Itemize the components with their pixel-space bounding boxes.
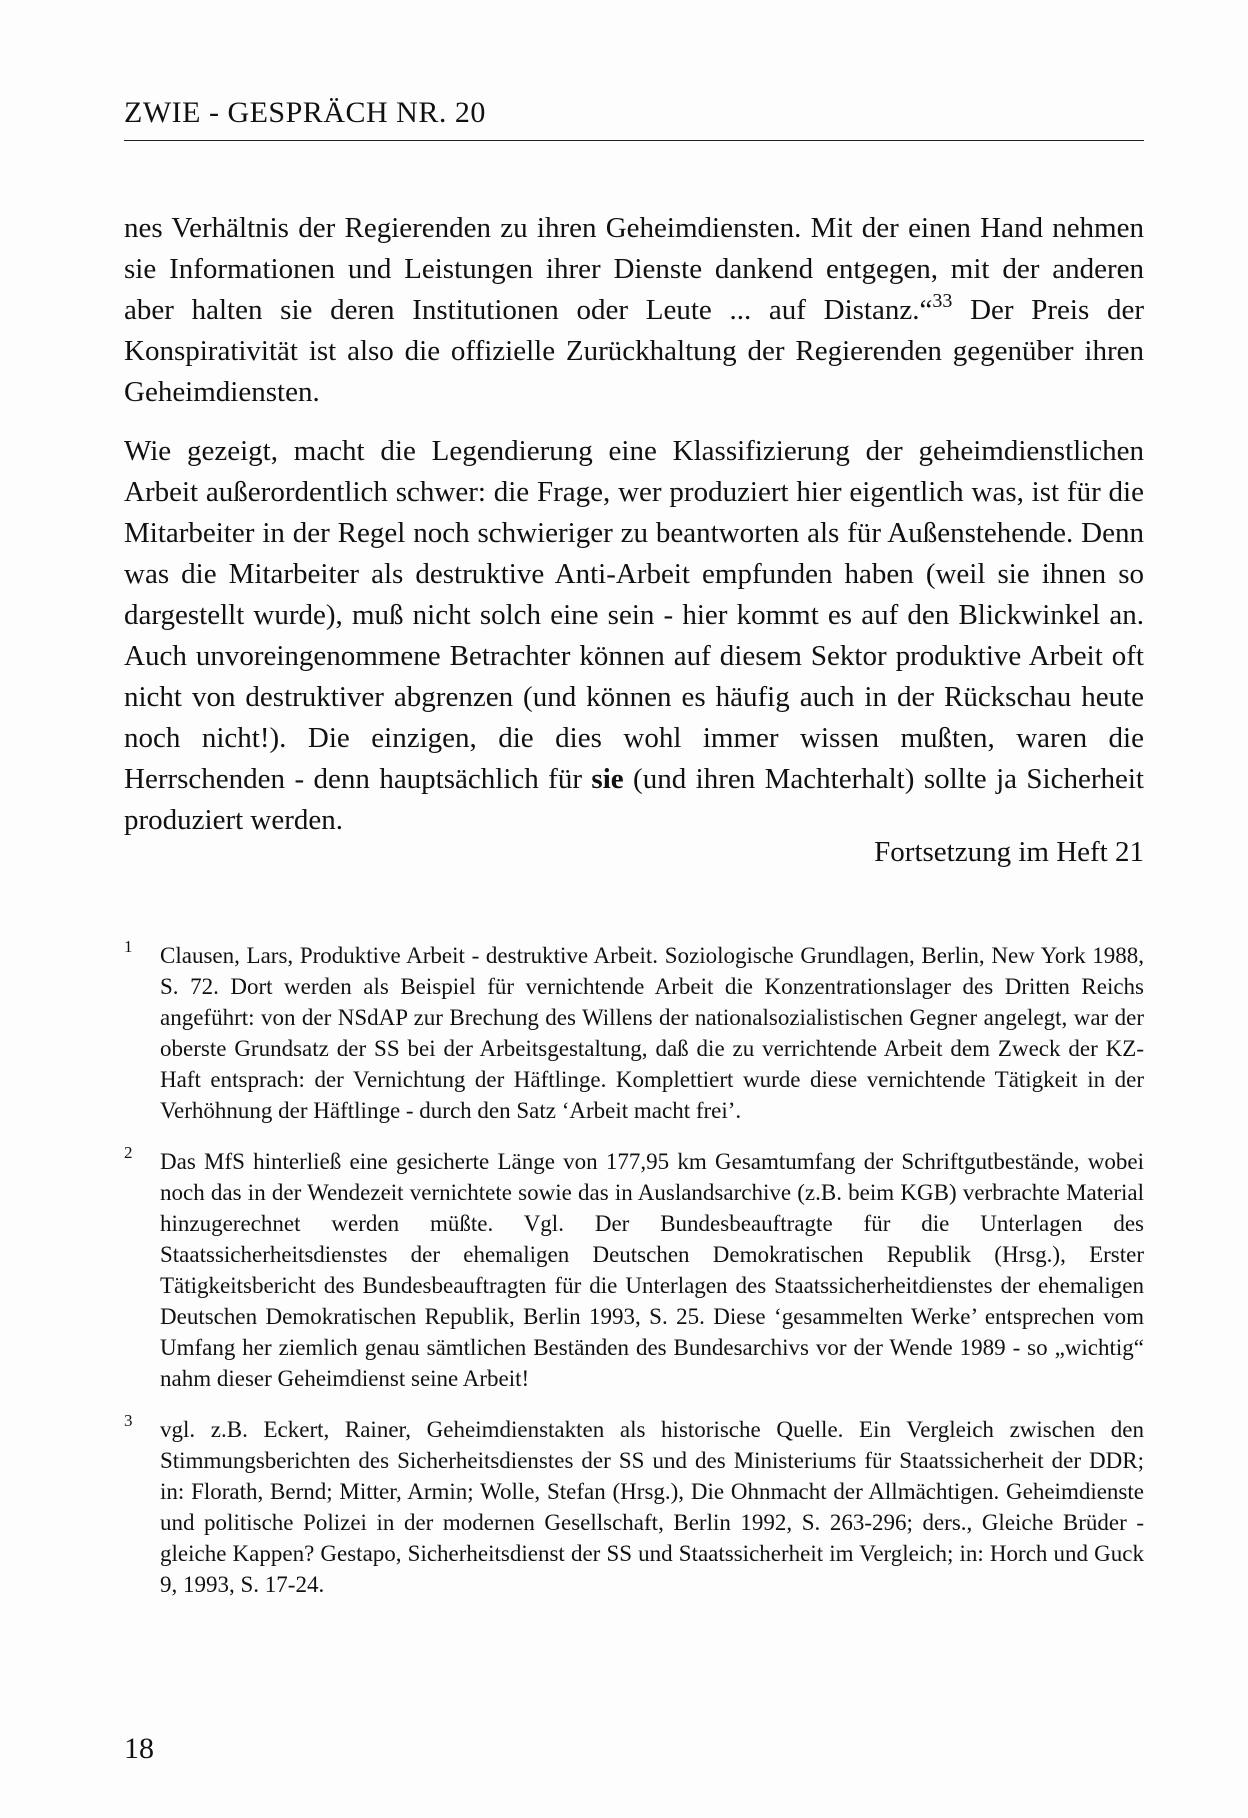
footnote-1 <box>124 937 1144 1126</box>
footnote-2 <box>124 1143 1144 1394</box>
emphasis-word: sie <box>591 763 624 795</box>
continuation-note: Fortsetzung im Heft 21 <box>874 836 1144 868</box>
footnote-3 <box>124 1411 1144 1600</box>
footnote-reference: 33 <box>932 290 953 312</box>
footnote-text: Das MfS hinterließ eine gesicherte Länge von 177,95 km Gesamtumfang der Schriftgutbestände, wobei noch das in der Wendezeit vernichtete sowie das in Auslandsarchive (z.B. beim KGB) verbrachte Material hinzugerechnet werden müßte. Vgl. Der Bundesbeauftragte für die Unterlagen des Staatssicherheitsdienstes der ehemaligen Deutschen Demokratischen Republik (Hrsg.), Erster Tätigkeitsbericht des Bundesbeauftragten für die Unterlagen des Staatssicherheitdienstes der ehemaligen Deutschen Demokratischen Republik, Berlin 1993, S. 25. Diese ‘gesammelten Werke’ entsprechen vom Umfang her ziemlich genau sämtlichen Beständen des Bundesarchivs vor der Wende 1989 - so „wichtig“ nahm dieser Geheimdienst seine Arbeit! <box>160 1149 1144 1391</box>
paragraph-2 <box>124 431 1144 841</box>
footnotes <box>124 937 1144 1620</box>
header-rule <box>124 140 1144 141</box>
footnote-number: 3 <box>124 1411 133 1430</box>
paragraph-2-text-b: (und ihren Machterhalt) sollte ja Sicherheit produziert werden. <box>124 763 1144 836</box>
paragraph-1-text-a: nes Verhältnis der Regierenden zu ihren Geheimdiensten. Mit der einen Hand nehmen sie Informationen und Leistungen ihrer Dienste dankend entgegen, mit der anderen aber halten sie deren Institutionen oder Leute ... auf Distanz.“ <box>124 212 1144 326</box>
paragraph-2-text-a: Wie gezeigt, macht die Legendierung eine Klassifizierung der geheimdienstlichen Arbeit außerordentlich schwer: die Frage, wer produziert hier eigentlich was, ist für die Mitarbeiter in der Regel noch schwieriger zu beantworten als für Außenstehende. Denn was die Mitarbeiter als destruktive Anti-Arbeit empfunden haben (weil sie ihnen so dargestellt wurde), muß nicht solch eine sein - hier kommt es auf den Blickwinkel an. Auch unvoreingenommene Betrachter können auf diesem Sektor produktive Arbeit oft nicht von destruktiver abgrenzen (und können es häufig auch in der Rückschau heute noch nicht!). Die einzigen, die dies wohl immer wissen mußten, waren die Herrschenden - denn hauptsächlich für <box>124 435 1144 795</box>
footnote-number: 2 <box>124 1143 133 1162</box>
page-number: 18 <box>124 1732 154 1765</box>
footnote-text: Clausen, Lars, Produktive Arbeit - destruktive Arbeit. Soziologische Grundlagen, Berlin, New York 1988, S. 72. Dort werden als Beispiel für vernichtende Arbeit die Konzentrationslager des Dritten Reichs angeführt: von der NSdAP zur Brechung des Willens der nationalsozialistischen Gegner angelegt, war der oberste Grundsatz der SS bei der Arbeitsgestaltung, daß die zu verrichtende Arbeit dem Zweck der KZ-Haft entsprach: der Vernichtung der Häftlinge. Komplettiert wurde diese vernichtende Tätigkeit in der Verhöhnung der Häftlinge - durch den Satz ‘Arbeit macht frei’. <box>160 943 1144 1123</box>
paragraph-1-text-b: Der Preis der Konspirativität ist also die offizielle Zurückhaltung der Regierenden gegenüber ihren Geheimdiensten. <box>124 294 1144 408</box>
footnote-text: vgl. z.B. Eckert, Rainer, Geheimdienstakten als historische Quelle. Ein Vergleich zwischen den Stimmungsberichten des Sicherheitsdienstes der SS und des Ministeriums für Staatssicherheit der DDR; in: Florath, Bernd; Mitter, Armin; Wolle, Stefan (Hrsg.), Die Ohnmacht der Allmächtigen. Geheimdienste und politische Polizei in der modernen Gesellschaft, Berlin 1992, S. 263-296; ders., Gleiche Brüder - gleiche Kappen? Gestapo, Sicherheitsdienst der SS und Staatssicherheit im Vergleich; in: Horch und Guck 9, 1993, S. 17-24. <box>160 1417 1144 1597</box>
body-text <box>124 208 1144 841</box>
paragraph-1 <box>124 208 1144 413</box>
footnote-number: 1 <box>124 937 133 956</box>
running-head: ZWIE - GESPRÄCH NR. 20 <box>124 96 486 129</box>
